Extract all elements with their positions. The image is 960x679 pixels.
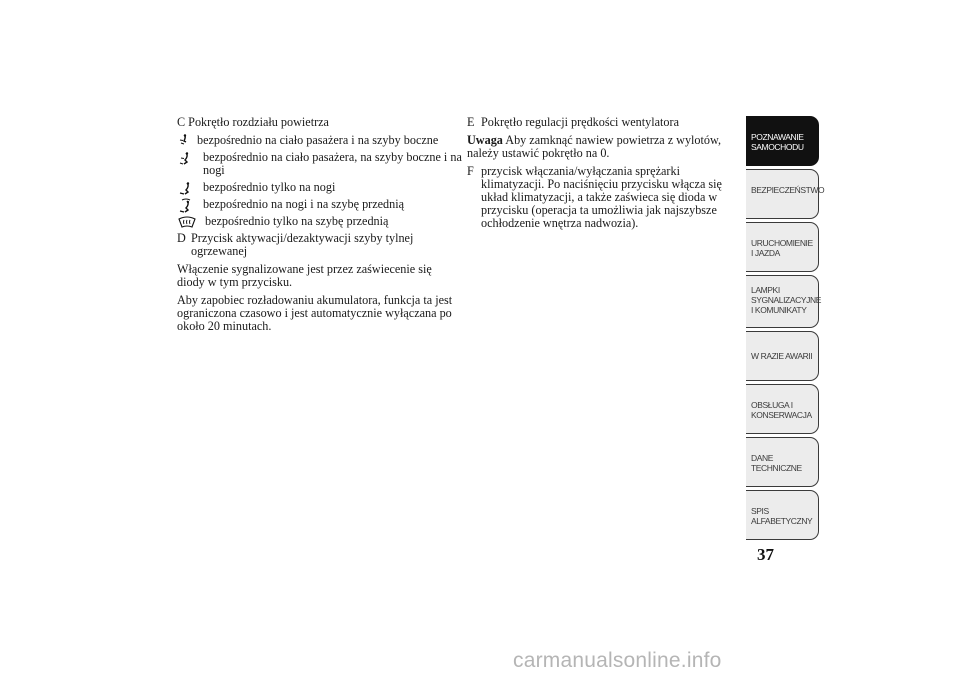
heading-c: C Pokrętło rozdziału powietrza bbox=[177, 115, 329, 129]
tab-uruchomienie-i-jazda[interactable]: URUCHOMIENIE I JAZDA bbox=[746, 222, 819, 272]
right-column bbox=[467, 116, 742, 235]
air-feet-windshield-icon bbox=[177, 198, 195, 213]
item-e bbox=[467, 116, 742, 129]
icon-item-windshield bbox=[177, 215, 462, 228]
paragraph-battery: Aby zapobiec rozładowaniu akumulatora, funkcja ta jest ograniczona czasowo i jest automatycznie wyłączana po około 20 minutach. bbox=[177, 293, 453, 333]
tab-lampki-sygnalizacyjne[interactable]: LAMPKI SYGNALIZACYJNE I KOMUNIKATY bbox=[746, 275, 819, 328]
icon-item-text: bezpośrednio tylko na szybę przednią bbox=[205, 214, 389, 228]
tab-spis-alfabetyczny[interactable]: SPIS ALFABETYCZNY bbox=[746, 490, 819, 540]
item-d-letter: D bbox=[177, 231, 186, 245]
page-number: 37 bbox=[757, 545, 774, 564]
air-body-feet-windows-icon bbox=[177, 152, 195, 166]
note bbox=[467, 134, 742, 160]
item-d bbox=[177, 232, 462, 258]
note-text: Aby zamknąć nawiew powietrza z wylotów, należy ustawić pokrętło na 0. bbox=[467, 133, 722, 160]
tab-w-razie-awarii[interactable]: W RAZIE AWARII bbox=[746, 331, 819, 381]
item-f bbox=[467, 165, 742, 230]
item-f-letter: F bbox=[467, 164, 474, 178]
air-feet-icon bbox=[177, 182, 195, 196]
icon-item-text: bezpośrednio na ciało pasażera, na szyby boczne i na nogi bbox=[203, 150, 462, 177]
icon-item-text: bezpośrednio na ciało pasażera i na szyby boczne bbox=[197, 133, 439, 147]
windshield-defrost-icon bbox=[177, 216, 197, 229]
note-label: Uwaga bbox=[467, 133, 503, 147]
tab-obsluga-i-konserwacja[interactable]: OBSŁUGA I KONSERWACJA bbox=[746, 384, 819, 434]
item-e-text: Pokrętło regulacji prędkości wentylatora bbox=[481, 115, 679, 129]
icon-item-feet bbox=[177, 181, 462, 194]
tab-dane-techniczne[interactable]: DANE TECHNICZNE bbox=[746, 437, 819, 487]
icon-item-feet-windshield bbox=[177, 198, 462, 211]
item-f-text: przycisk włączania/wyłączania sprężarki klimatyzacji. Po naciśnięciu przycisku włącza się układ klimatyzacji, a także zaświeca się dioda w przycisku (operacja ta umożliwia jak najszybsze ochłodzenie wnętrza nadwozia). bbox=[481, 164, 722, 230]
air-body-windows-icon bbox=[177, 134, 193, 147]
icon-item-text: bezpośrednio tylko na nogi bbox=[203, 180, 336, 194]
icon-item-body-feet-windows bbox=[177, 151, 462, 177]
icon-item-body-windows bbox=[177, 134, 462, 147]
left-column bbox=[177, 116, 462, 338]
item-e-letter: E bbox=[467, 115, 475, 129]
paragraph-indicator: Włączenie sygnalizowane jest przez zaświecenie się diody w tym przycisku. bbox=[177, 262, 432, 289]
chapter-tabs bbox=[746, 116, 825, 543]
item-d-text: Przycisk aktywacji/dezaktywacji szyby tylnej ogrzewanej bbox=[191, 231, 414, 258]
icon-item-text: bezpośrednio na nogi i na szybę przednią bbox=[203, 197, 405, 211]
tab-poznawanie-samochodu[interactable]: POZNAWANIE SAMOCHODU bbox=[746, 116, 819, 166]
tab-bezpieczenstwo[interactable]: BEZPIECZEŃSTWO bbox=[746, 169, 819, 219]
watermark: carmanualsonline.info bbox=[513, 649, 722, 672]
